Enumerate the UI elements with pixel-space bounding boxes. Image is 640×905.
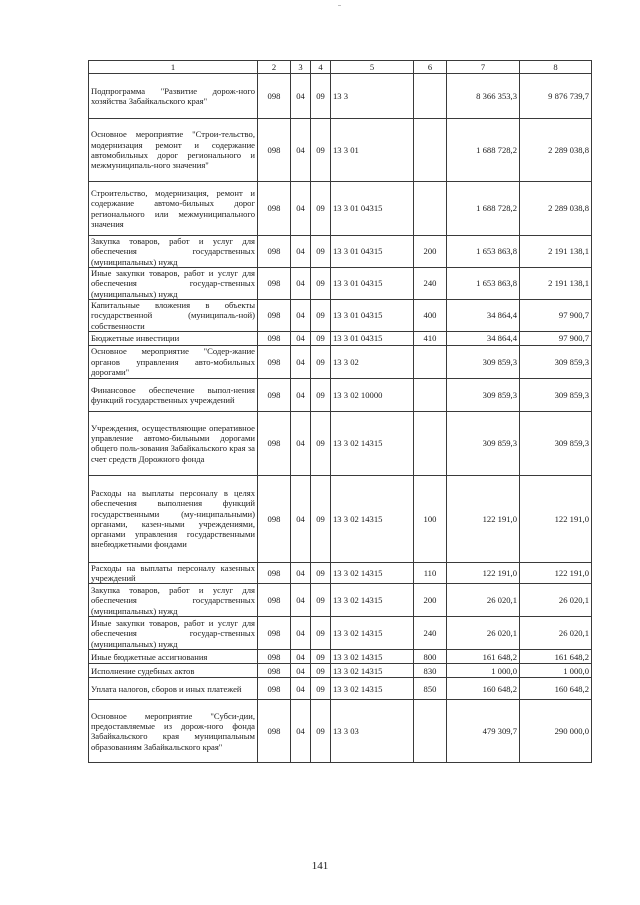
row-pr: 09 [311, 299, 331, 331]
row-rz: 04 [291, 650, 311, 664]
row-csr: 13 3 02 14315 [331, 562, 414, 584]
row-gr: 098 [258, 378, 291, 411]
row-name: Подпрограмма "Развитие дорож-ного хозяйства Забайкальского края" [89, 74, 258, 119]
row-value-7: 161 648,2 [447, 650, 520, 664]
row-vr: 800 [414, 650, 447, 664]
scan-mark [338, 5, 341, 6]
row-csr: 13 3 [331, 74, 414, 119]
row-csr: 13 3 03 [331, 700, 414, 763]
row-gr: 098 [258, 299, 291, 331]
row-value-7: 1 688 728,2 [447, 182, 520, 236]
row-gr: 098 [258, 119, 291, 182]
row-gr: 098 [258, 664, 291, 678]
row-value-7: 26 020,1 [447, 617, 520, 650]
row-rz: 04 [291, 411, 311, 475]
row-csr: 13 3 02 14315 [331, 475, 414, 562]
row-gr: 098 [258, 345, 291, 378]
row-rz: 04 [291, 584, 311, 617]
table-row [89, 664, 592, 678]
page-number: 141 [311, 860, 329, 872]
header-cell: 1 [89, 61, 258, 74]
row-value-8: 290 000,0 [520, 700, 592, 763]
row-vr [414, 378, 447, 411]
row-csr: 13 3 01 04315 [331, 182, 414, 236]
row-value-8: 2 289 038,8 [520, 182, 592, 236]
row-vr: 200 [414, 236, 447, 268]
row-csr: 13 3 02 14315 [331, 664, 414, 678]
row-pr: 09 [311, 345, 331, 378]
row-rz: 04 [291, 664, 311, 678]
row-value-7: 479 309,7 [447, 700, 520, 763]
row-value-7: 160 648,2 [447, 678, 520, 700]
row-name: Иные закупки товаров, работ и услуг для обеспечения государ-ственных (муниципальных) нужд [89, 617, 258, 650]
row-vr [414, 411, 447, 475]
header-cell: 5 [331, 61, 414, 74]
table-row [89, 236, 592, 268]
row-pr: 09 [311, 378, 331, 411]
row-name: Иные закупки товаров, работ и услуг для обеспечения государ-ственных (муниципальных) нужд [89, 267, 258, 299]
row-name: Финансовое обеспечение выпол-нения функций государственных учреждений [89, 378, 258, 411]
row-pr: 09 [311, 267, 331, 299]
row-vr: 830 [414, 664, 447, 678]
row-rz: 04 [291, 74, 311, 119]
row-csr: 13 3 02 14315 [331, 584, 414, 617]
table-row [89, 411, 592, 475]
row-value-8: 161 648,2 [520, 650, 592, 664]
row-csr: 13 3 01 04315 [331, 267, 414, 299]
row-rz: 04 [291, 119, 311, 182]
row-value-8: 309 859,3 [520, 411, 592, 475]
row-csr: 13 3 01 04315 [331, 299, 414, 331]
row-gr: 098 [258, 650, 291, 664]
row-csr: 13 3 02 14315 [331, 650, 414, 664]
row-value-8: 2 289 038,8 [520, 119, 592, 182]
row-value-7: 1 000,0 [447, 664, 520, 678]
row-pr: 09 [311, 74, 331, 119]
row-gr: 098 [258, 562, 291, 584]
row-value-8: 97 900,7 [520, 299, 592, 331]
row-name: Исполнение судебных актов [89, 664, 258, 678]
row-pr: 09 [311, 617, 331, 650]
table-row [89, 584, 592, 617]
row-value-7: 34 864,4 [447, 331, 520, 345]
table-row [89, 678, 592, 700]
row-pr: 09 [311, 678, 331, 700]
table-body [89, 74, 592, 763]
row-vr: 100 [414, 475, 447, 562]
header-cell: 8 [520, 61, 592, 74]
row-name: Бюджетные инвестиции [89, 331, 258, 345]
row-name: Основное мероприятие "Субси-дии, предоставляемые из дорож-ного фонда Забайкальского края муниципальным образованиям Забайкальского края" [89, 700, 258, 763]
row-vr [414, 345, 447, 378]
row-value-7: 1 653 863,8 [447, 236, 520, 268]
row-value-8: 122 191,0 [520, 475, 592, 562]
row-vr [414, 74, 447, 119]
row-value-7: 309 859,3 [447, 345, 520, 378]
table-row [89, 378, 592, 411]
row-pr: 09 [311, 182, 331, 236]
row-name: Строительство, модернизация, ремонт и содержание автомо-бильных дорог регионального или межмуниципального значения [89, 182, 258, 236]
row-vr: 200 [414, 584, 447, 617]
row-value-8: 9 876 739,7 [520, 74, 592, 119]
row-csr: 13 3 02 14315 [331, 617, 414, 650]
row-vr: 850 [414, 678, 447, 700]
row-value-8: 2 191 138,1 [520, 236, 592, 268]
row-vr: 240 [414, 267, 447, 299]
row-vr [414, 700, 447, 763]
row-rz: 04 [291, 475, 311, 562]
budget-table [88, 60, 592, 763]
row-pr: 09 [311, 236, 331, 268]
row-value-8: 26 020,1 [520, 617, 592, 650]
row-pr: 09 [311, 650, 331, 664]
table-row [89, 475, 592, 562]
row-pr: 09 [311, 475, 331, 562]
row-csr: 13 3 02 [331, 345, 414, 378]
row-name: Капитальные вложения в объекты государственной (муниципаль-ной) собственности [89, 299, 258, 331]
row-gr: 098 [258, 700, 291, 763]
row-name: Основное мероприятие "Строи-тельство, модернизация ремонт и содержание автомобильных дорог регионального и межмуниципаль-ного значения" [89, 119, 258, 182]
row-csr: 13 3 02 10000 [331, 378, 414, 411]
row-rz: 04 [291, 299, 311, 331]
row-gr: 098 [258, 331, 291, 345]
row-value-7: 1 688 728,2 [447, 119, 520, 182]
row-value-8: 309 859,3 [520, 345, 592, 378]
row-rz: 04 [291, 678, 311, 700]
row-csr: 13 3 01 04315 [331, 236, 414, 268]
row-gr: 098 [258, 678, 291, 700]
row-name: Закупка товаров, работ и услуг для обеспечения государственных (муниципальных) нужд [89, 236, 258, 268]
row-rz: 04 [291, 378, 311, 411]
row-value-8: 1 000,0 [520, 664, 592, 678]
row-rz: 04 [291, 617, 311, 650]
row-value-8: 97 900,7 [520, 331, 592, 345]
row-rz: 04 [291, 700, 311, 763]
row-name: Расходы на выплаты персоналу в целях обеспечения выполнения функций государственными (му-ниципальными) органами, казен-ными учреждениями, органами управления государственными внебюджетными фондами [89, 475, 258, 562]
row-pr: 09 [311, 562, 331, 584]
table-row [89, 331, 592, 345]
row-gr: 098 [258, 475, 291, 562]
row-value-8: 309 859,3 [520, 378, 592, 411]
row-name: Расходы на выплаты персоналу казенных учреждений [89, 562, 258, 584]
row-vr: 400 [414, 299, 447, 331]
row-gr: 098 [258, 411, 291, 475]
row-csr: 13 3 01 [331, 119, 414, 182]
row-value-7: 8 366 353,3 [447, 74, 520, 119]
row-gr: 098 [258, 617, 291, 650]
table-row [89, 345, 592, 378]
row-name: Уплата налогов, сборов и иных платежей [89, 678, 258, 700]
row-csr: 13 3 02 14315 [331, 678, 414, 700]
row-gr: 098 [258, 236, 291, 268]
header-cell: 4 [311, 61, 331, 74]
row-value-8: 2 191 138,1 [520, 267, 592, 299]
row-name: Основное мероприятие "Содер-жание органов управления авто-мобильных дорогами" [89, 345, 258, 378]
header-cell: 2 [258, 61, 291, 74]
row-pr: 09 [311, 411, 331, 475]
row-vr: 240 [414, 617, 447, 650]
row-value-7: 122 191,0 [447, 475, 520, 562]
row-rz: 04 [291, 331, 311, 345]
row-value-7: 34 864,4 [447, 299, 520, 331]
row-csr: 13 3 01 04315 [331, 331, 414, 345]
row-pr: 09 [311, 584, 331, 617]
row-rz: 04 [291, 182, 311, 236]
table-row [89, 267, 592, 299]
row-vr: 110 [414, 562, 447, 584]
table-row [89, 562, 592, 584]
row-value-7: 1 653 863,8 [447, 267, 520, 299]
header-row [89, 61, 592, 74]
row-pr: 09 [311, 700, 331, 763]
row-value-7: 309 859,3 [447, 411, 520, 475]
row-rz: 04 [291, 236, 311, 268]
table-row [89, 299, 592, 331]
table-row [89, 182, 592, 236]
table-row [89, 700, 592, 763]
row-gr: 098 [258, 74, 291, 119]
table-row [89, 650, 592, 664]
row-rz: 04 [291, 267, 311, 299]
row-gr: 098 [258, 584, 291, 617]
row-value-7: 309 859,3 [447, 378, 520, 411]
row-value-8: 160 648,2 [520, 678, 592, 700]
row-pr: 09 [311, 664, 331, 678]
row-value-8: 122 191,0 [520, 562, 592, 584]
table-row [89, 617, 592, 650]
table-row [89, 74, 592, 119]
row-csr: 13 3 02 14315 [331, 411, 414, 475]
table-row [89, 119, 592, 182]
row-rz: 04 [291, 345, 311, 378]
row-vr [414, 119, 447, 182]
row-name: Учреждения, осуществляющие оперативное управление автомо-бильными дорогами общего поль-зования Забайкальского края за счет средств Дорожного фонда [89, 411, 258, 475]
row-rz: 04 [291, 562, 311, 584]
header-cell: 6 [414, 61, 447, 74]
row-value-8: 26 020,1 [520, 584, 592, 617]
row-vr [414, 182, 447, 236]
row-value-7: 122 191,0 [447, 562, 520, 584]
row-gr: 098 [258, 182, 291, 236]
row-pr: 09 [311, 119, 331, 182]
row-gr: 098 [258, 267, 291, 299]
row-name: Закупка товаров, работ и услуг для обеспечения государственных (муниципальных) нужд [89, 584, 258, 617]
row-value-7: 26 020,1 [447, 584, 520, 617]
header-cell: 3 [291, 61, 311, 74]
header-cell: 7 [447, 61, 520, 74]
row-pr: 09 [311, 331, 331, 345]
row-vr: 410 [414, 331, 447, 345]
row-name: Иные бюджетные ассигнования [89, 650, 258, 664]
